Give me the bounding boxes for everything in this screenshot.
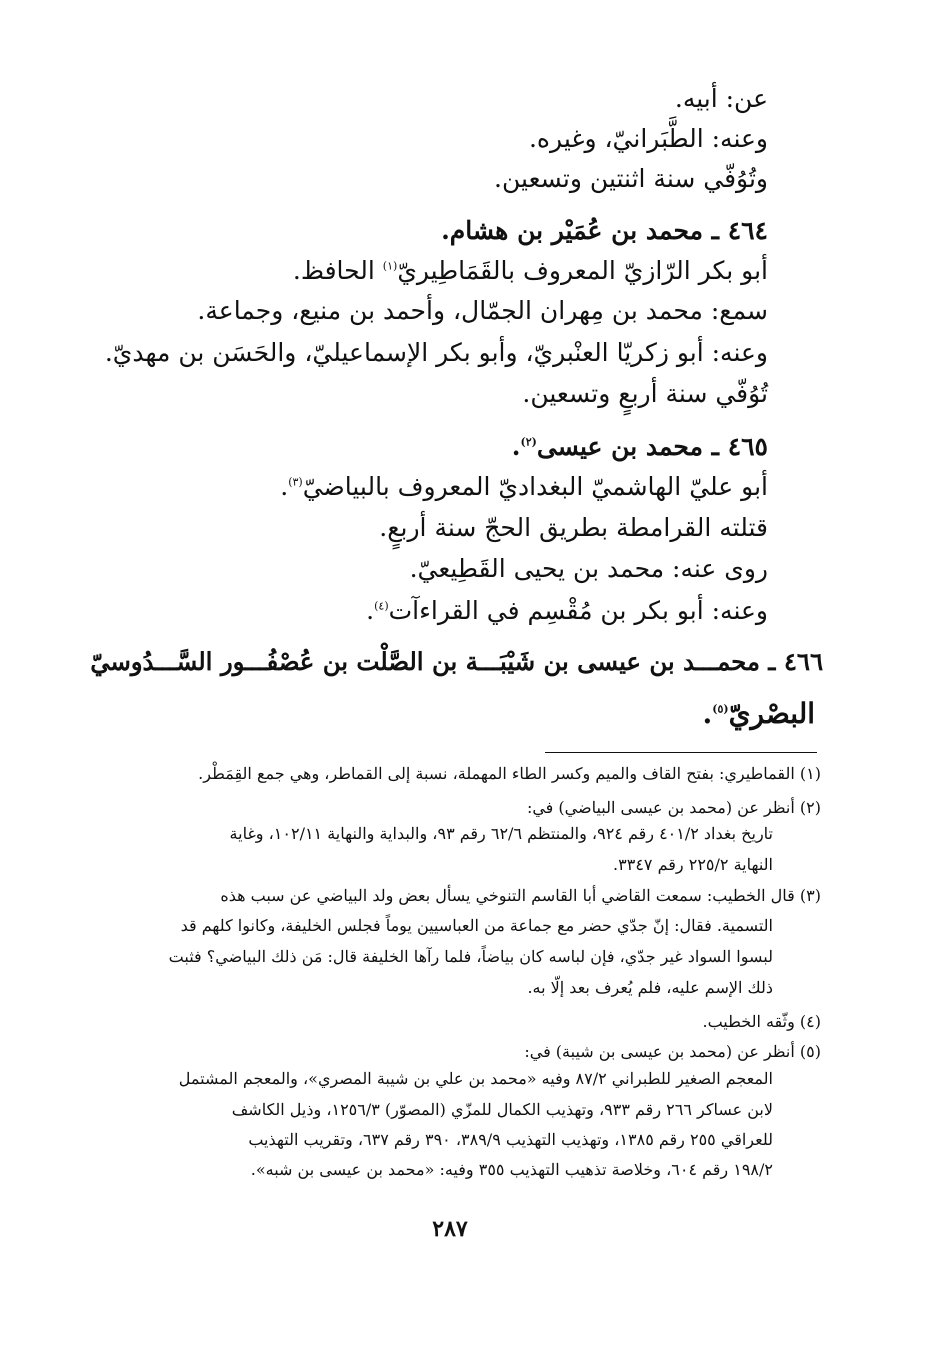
footnote-line: المعجم الصغير للطبراني ٨٧/٢ وفيه «محمد بن علي بن شيبة المصري»، والمعجم المشتمل	[178, 1069, 773, 1088]
footnote-line: للعراقي ٢٥٥ رقم ١٣٨٥، وتهذيب التهذيب ٣٨٩/٩، ٣٩٠ رقم ٦٣٧، وتقريب التهذيب	[248, 1130, 773, 1149]
text-line: وعنه: أبو زكريّا العنْبريّ، وأبو بكر الإسماعيليّ، والحَسَن بن مهديّ.	[104, 338, 768, 367]
text-line: عن: أبيه.	[674, 84, 768, 113]
text-line: وعنه: الطَّبَرانيّ، وغيره.	[528, 124, 768, 153]
footnote-line: (٤) وثّقه الخطيب.	[702, 1012, 821, 1031]
footnote-line: تاريخ بغداد ٤٠١/٢ رقم ٩٢٤، والمنتظم ٦٢/٦ رقم ٩٣، والبداية والنهاية ١٠٢/١١، وغاية	[229, 824, 773, 843]
footnote-separator	[545, 752, 817, 753]
entry-heading-466: ٤٦٦ ـ محمـــد بن عيسى بن شَيْبَـــة بن الصَّلْت بن عُصْفُـــور السَّـــدُوسيّ	[90, 647, 823, 676]
text-line: البصْريّ$^{(٥)}$.	[702, 697, 815, 730]
footnote-line: ذلك الإسم عليه، فلم يُعرف بعد إلّا به.	[527, 978, 773, 997]
footnote-line: ١٩٨/٢ رقم ٦٠٤، وخلاصة تذهيب التهذيب ٣٥٥ وفيه: «محمد بن عيسى بن شبه».	[250, 1160, 773, 1179]
footnote-ref: (٢)	[520, 435, 537, 449]
text-line: أبو بكر الرّازيّ المعروف بالقَمَاطِيريّ$^{(١)}$ الحافظ.	[292, 256, 768, 285]
footnote-line: التسمية. فقال: إنّ جدّي حضر مع جماعة من العباسيين يوماً فجلس الخليفة، وكانوا كلهم قد	[180, 916, 773, 935]
footnote-ref: (٣)	[288, 475, 303, 489]
footnote-ref: (٤)	[374, 599, 389, 613]
entry-heading-465: ٤٦٥ ـ محمد بن عيسى$^{(٢)}$.	[511, 432, 768, 461]
entry-heading-464: ٤٦٤ ـ محمد بن عُمَيْر بن هشام.	[441, 216, 768, 245]
footnote-ref: (٥)	[712, 702, 729, 716]
footnote-line: (١) القماطيري: بفتح القاف والميم وكسر الطاء المهملة، نسبة إلى القماطر، وهي جمع القِمَطْر.	[198, 764, 821, 783]
text-line: تُوُفّي سنة أربعٍ وتسعين.	[522, 379, 768, 408]
text-line: أبو عليّ الهاشميّ البغداديّ المعروف بالبياضيّ$^{(٣)}$.	[280, 472, 768, 501]
footnote-line: (٣) قال الخطيب: سمعت القاضي أبا القاسم التنوخي يسأل بعض ولد البياضي عن سبب هذه	[220, 886, 821, 905]
footnote-line: (٥) أنظر عن (محمد بن عيسى بن شيبة) في:	[524, 1042, 821, 1061]
text-line: سمع: محمد بن مِهران الجمّال، وأحمد بن منيع، وجماعة.	[197, 296, 768, 325]
footnote-ref: (١)	[382, 259, 398, 273]
text-line: روى عنه: محمد بن يحيى القَطِيعيّ.	[409, 554, 768, 583]
text-line: وعنه: أبو بكر بن مُقْسِم في القراءآت$^{(٤)}$.	[366, 596, 768, 625]
footnote-line: لبسوا السواد غير جدّي، فإن لباسه كان بياضاً، فلما رآها الخليفة قال: مَن ذلك البياضي؟ فثبت	[168, 947, 773, 966]
footnote-line: لابن عساكر ٢٦٦ رقم ٩٣٣، وتهذيب الكمال للمزّي (المصوّر) ١٢٥٦/٣، وذيل الكاشف	[231, 1100, 773, 1119]
page-number: ٢٨٧	[432, 1216, 468, 1242]
text-line: وتُوُفّي سنة اثنتين وتسعين.	[494, 164, 768, 193]
footnote-line: (٢) أنظر عن (محمد بن عيسى البياضي) في:	[526, 798, 821, 817]
footnote-line: النهاية ٢٢٥/٢ رقم ٣٣٤٧.	[613, 855, 773, 874]
text-line: قتلته القرامطة بطريق الحجّ سنة أربعٍ.	[379, 513, 768, 542]
